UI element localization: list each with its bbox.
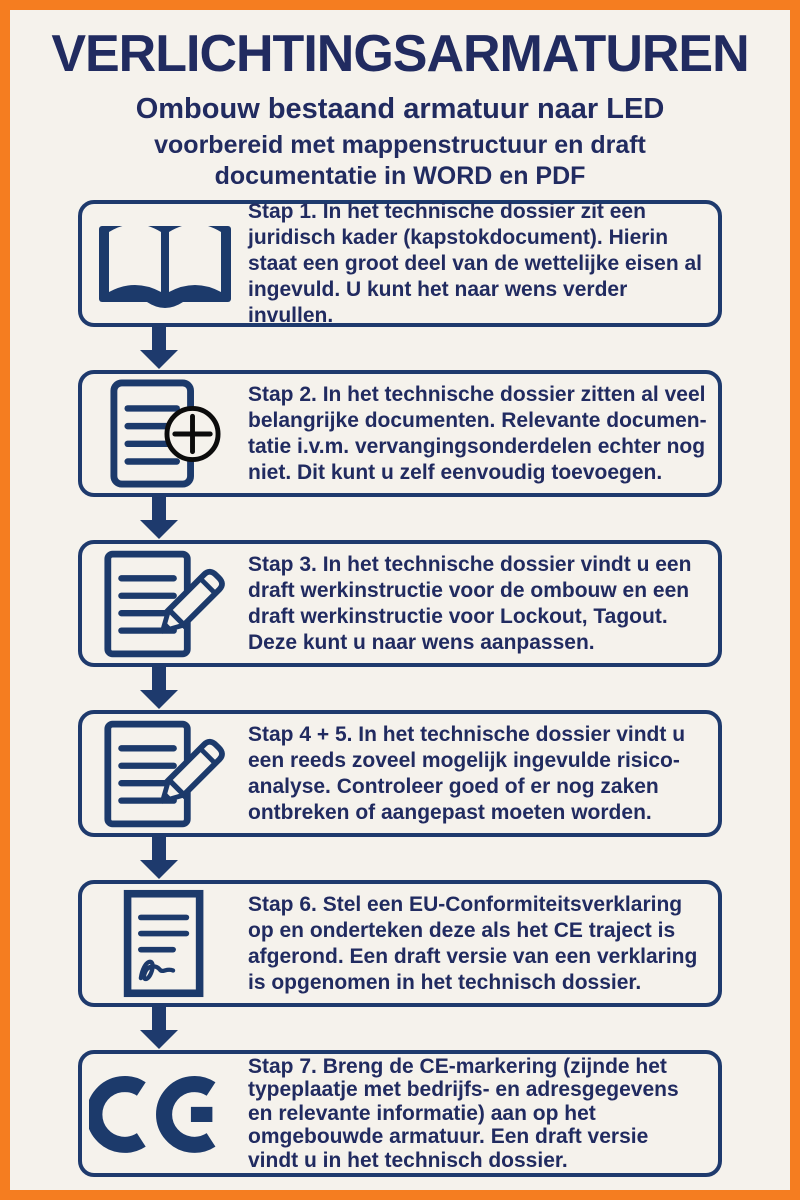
step-text-line: is opgenomen in het technisch dossier.	[248, 970, 642, 994]
step-text-line: Deze kunt u naar wens aanpassen.	[248, 630, 595, 654]
step-text-line: afgerond. Een draft versie van een verklaring	[248, 944, 698, 968]
step-text-line: Stap 4 + 5. In het technische dossier vindt u	[248, 722, 686, 746]
down-arrow	[10, 497, 790, 540]
step-box-stap-3	[78, 540, 722, 667]
tagline-line-1: voorbereid met mappenstructuur en draft	[154, 131, 646, 159]
tagline-line-2: documentatie in WORD en PDF	[214, 162, 586, 190]
step-text-line: Stap 2. In het technische dossier zitten al veel	[248, 382, 706, 406]
step-text	[248, 892, 718, 996]
step-text-line: Stap 1. In het technische dossier zit een	[248, 199, 646, 223]
down-arrow	[10, 327, 790, 370]
down-arrow	[10, 837, 790, 880]
step-box-stap-4-5	[78, 710, 722, 837]
steps-flow	[10, 200, 790, 1177]
step-text	[248, 199, 718, 329]
step-text-line: ontbreken of aangepast moeten worden.	[248, 800, 652, 824]
step-box-stap-1	[78, 200, 722, 327]
step-text-line: staat een groot deel van de wettelijke eisen al	[248, 251, 703, 275]
down-arrow	[10, 1007, 790, 1050]
step-text-line: Stap 7. Breng de CE-markering (zijnde het	[248, 1054, 667, 1078]
document-edit-icon	[82, 548, 248, 660]
step-text-line: draft werkinstructie voor Lockout, Tagout.	[248, 604, 668, 628]
step-text-line: een reeds zoveel mogelijk ingevulde risico-	[248, 748, 680, 772]
document-add-icon	[82, 377, 248, 490]
header	[10, 24, 790, 192]
step-text-line: omgebouwde armatuur. Een draft versie	[248, 1125, 649, 1149]
step-text-line: tatie i.v.m. vervangingsonderdelen echter nog	[248, 434, 706, 458]
subtitle: Ombouw bestaand armatuur naar LED	[135, 93, 665, 125]
step-text-line: ingevuld. U kunt het naar wens verder invullen.	[248, 277, 628, 327]
step-text-line: en relevante informatie) aan op het	[248, 1101, 596, 1125]
ce-mark-icon	[82, 1067, 248, 1161]
step-box-stap-2	[78, 370, 722, 497]
step-text	[248, 382, 718, 486]
step-text-line: Stap 6. Stel een EU-Conformiteitsverklaring	[248, 892, 683, 916]
step-text-line: juridisch kader (kapstokdocument). Hierin	[248, 225, 669, 249]
step-text-line: analyse. Controleer goed of er nog zaken	[248, 774, 659, 798]
step-text-line: belangrijke documenten. Relevante documen-	[248, 408, 707, 432]
step-text-line: niet. Dit kunt u zelf eenvoudig toevoegen.	[248, 460, 663, 484]
step-box-stap-7	[78, 1050, 722, 1177]
document-signature-icon	[82, 889, 248, 998]
step-text	[248, 1055, 718, 1173]
step-text-line: Stap 3. In het technische dossier vindt u een	[248, 552, 692, 576]
page-title: VERLICHTINGSARMATUREN	[51, 25, 749, 83]
open-book-icon	[82, 212, 248, 316]
step-box-stap-6	[78, 880, 722, 1007]
down-arrow	[10, 667, 790, 710]
step-text-line: vindt u in het technisch dossier.	[248, 1148, 568, 1172]
step-text	[248, 722, 718, 826]
step-text-line: typeplaatje met bedrijfs- en adresgegevens	[248, 1078, 679, 1102]
document-edit-icon	[82, 718, 248, 830]
step-text-line: op en onderteken deze als het CE traject is	[248, 918, 676, 942]
step-text-line: draft werkinstructie voor de ombouw en een	[248, 578, 690, 602]
step-text	[248, 552, 718, 656]
